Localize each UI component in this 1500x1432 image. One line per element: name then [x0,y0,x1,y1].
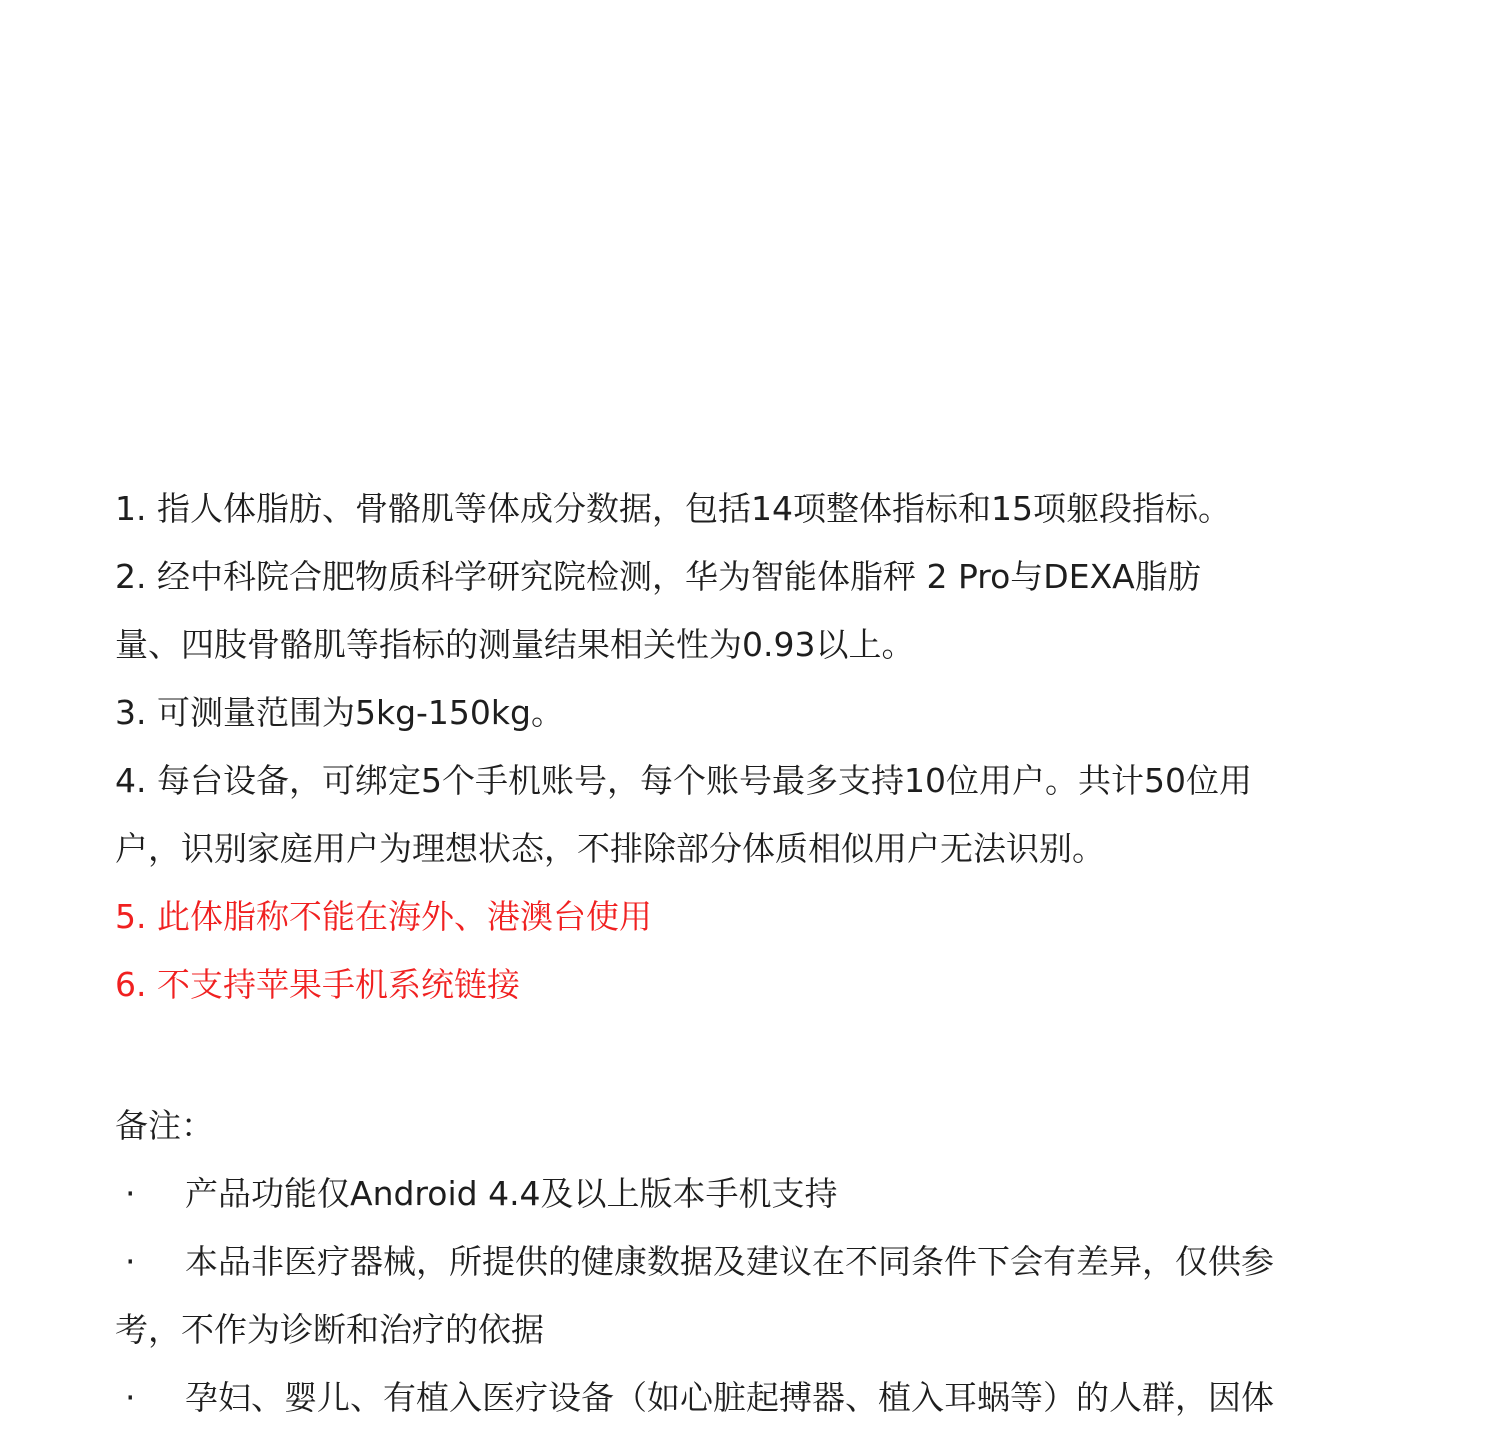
remark-text: 孕妇、婴儿、有植入医疗设备（如心脏起搏器、植入耳蜗等）的人群，因体 [185,1378,1274,1417]
note-line-2: 2. 经中科院合肥物质科学研究院检测，华为智能体脂秤 2 Pro与DEXA脂肪 [115,557,1201,596]
note-line-2-cont: 量、四肢骨骼肌等指标的测量结果相关性为0.93以上。 [115,625,915,664]
remark-text: 本品非医疗器械，所提供的健康数据及建议在不同条件下会有差异，仅供参 [185,1242,1274,1281]
note-line-4: 4. 每台设备，可绑定5个手机账号，每个账号最多支持10位用户。共计50位用 [115,761,1252,800]
remark-text: 产品功能仅Android 4.4及以上版本手机支持 [185,1174,838,1213]
remark-item [115,1160,1385,1228]
remarks-heading: 备注： [115,1106,214,1145]
bullet-icon: · [125,1174,136,1213]
remark-item-partial [115,1364,1385,1432]
remark-continuation: 考，不作为诊断和治疗的依据 [115,1310,544,1349]
notes-section [115,475,1385,1432]
note-line-3: 3. 可测量范围为5kg-150kg。 [115,693,564,732]
note-line-1: 1. 指人体脂肪、骨骼肌等体成分数据，包括14项整体指标和15项躯段指标。 [115,489,1231,528]
remark-item [115,1228,1385,1296]
warning-line-5: 5. 此体脂称不能在海外、港澳台使用 [115,897,652,936]
section-spacer [115,1019,1385,1092]
warning-line-6: 6. 不支持苹果手机系统链接 [115,965,520,1004]
note-line-4-cont: 户，识别家庭用户为理想状态，不排除部分体质相似用户无法识别。 [115,829,1105,868]
bullet-icon: · [125,1378,136,1417]
bullet-icon: · [125,1242,136,1281]
